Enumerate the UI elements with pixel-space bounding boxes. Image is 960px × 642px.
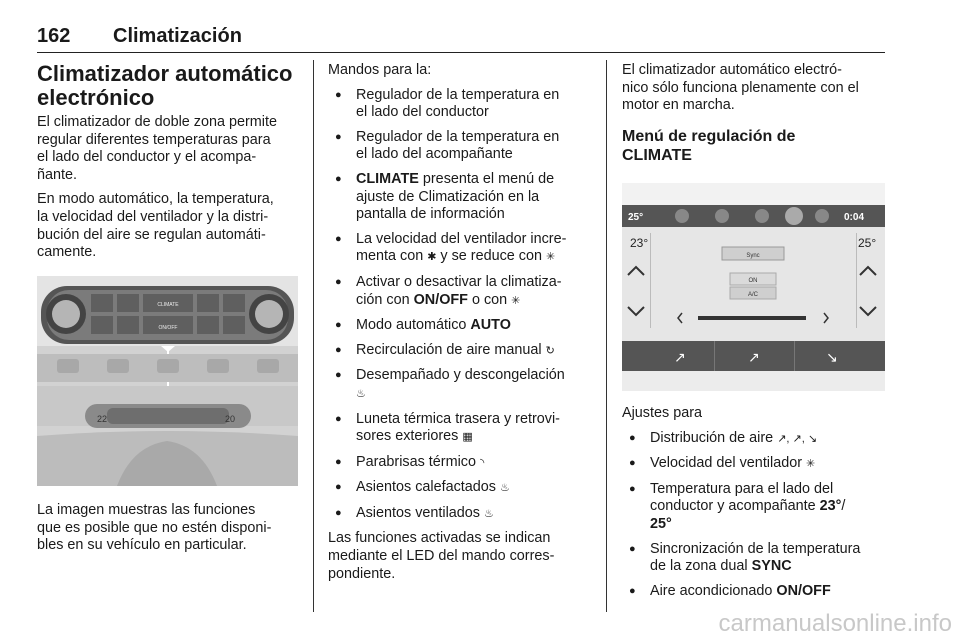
list-item: ● Aire acondicionado ON/OFF xyxy=(622,583,888,601)
climate-label: CLIMATE xyxy=(157,302,179,308)
list-item: ● CLIMATE presenta el menú de ajuste de Climatización en la pantalla de información xyxy=(328,171,600,224)
ac-button[interactable]: A/C xyxy=(747,292,759,298)
controls-intro: Mandos para la: xyxy=(328,62,432,78)
heated-seat-icon: ♨ xyxy=(500,482,510,495)
defrost-max-icon: ♨ xyxy=(356,387,366,400)
column-divider xyxy=(606,60,607,612)
fan-up-icon: ✱ xyxy=(427,251,437,264)
paragraph-auto-mode: En modo automático, la temperatura, la velocidad del ventilador y la distri- bución del aire se regulan automáti- camente. xyxy=(37,191,274,261)
list-item: ● Recirculación de aire manual ↻ xyxy=(328,342,600,361)
list-item: ● Activar o desactivar la climatiza- ción con ON/OFF o con ✳ xyxy=(328,274,600,310)
list-item: ● Regulador de la temperatura en el lado del acompañante xyxy=(328,129,600,164)
controls-list xyxy=(328,87,600,524)
controls-outro: Las funciones activadas se indican mediante el LED del mando corres- pondiente. xyxy=(328,530,555,582)
page-header xyxy=(37,22,885,53)
sync-button[interactable]: Sync xyxy=(746,253,760,259)
ventilated-seat-icon: ♨ xyxy=(484,507,494,520)
fan-icon: ✳ xyxy=(806,458,816,471)
column-divider xyxy=(313,60,314,612)
photo-right-temp: 20 xyxy=(225,414,236,424)
engine-note: El climatizador automático electró- nico sólo funciona plenamente con el motor en marcha. xyxy=(622,62,859,114)
climate-menu-heading: Menú de regulación de CLIMATE xyxy=(622,127,796,164)
list-item: ● Desempañado y descongelación ♨ xyxy=(328,367,600,403)
control-panel-photo xyxy=(37,276,298,486)
outside-temp: 25° xyxy=(628,212,644,223)
photo-left-temp: 22 xyxy=(97,414,108,424)
settings-list xyxy=(622,430,888,601)
air-distribution-icon: ↗, ↗, ↘ xyxy=(777,432,818,445)
list-item: ● Distribución de aire ↗, ↗, ↘ xyxy=(622,430,888,449)
on-button[interactable]: ON xyxy=(748,278,758,284)
screen-left-temp: 23° xyxy=(630,236,649,250)
list-item: ● Temperatura para el lado del conductor y acompañante 23°/ 25° xyxy=(622,481,888,534)
list-item: ● Sincronización de la temperatura de la zona dual SYNC xyxy=(622,541,888,576)
list-item: ● Modo automático AUTO xyxy=(328,317,600,335)
list-item: ● Asientos ventilados ♨ xyxy=(328,505,600,524)
svg-text:↘: ↘ xyxy=(826,350,838,366)
svg-text:↗: ↗ xyxy=(674,350,686,366)
list-item: ● La velocidad del ventilador incre- menta con ✱ y se reduce con ✳ xyxy=(328,231,600,267)
fan-down-icon: ✳ xyxy=(546,251,556,264)
list-item: ● Velocidad del ventilador ✳ xyxy=(622,455,888,474)
fan-off-icon: ✳ xyxy=(511,294,521,307)
heated-windscreen-icon: ◝ xyxy=(479,456,485,469)
watermark: carmanualsonline.info xyxy=(718,610,952,637)
settings-block xyxy=(622,405,888,607)
photo-caption: La imagen muestras las funciones que es posible que no estén disponi- bles en su vehículo en particular. xyxy=(37,502,272,554)
svg-text:↗: ↗ xyxy=(748,350,760,366)
list-item: ● Luneta térmica trasera y retrovi- sores exteriores ▦ xyxy=(328,411,600,447)
clock: 0:04 xyxy=(844,212,865,223)
column-2 xyxy=(328,62,600,590)
recirculation-icon: ↻ xyxy=(545,344,555,357)
paragraph-intro: El climatizador de doble zona permite regular diferentes temperaturas para el lado del conductor y el acompa- ñante. xyxy=(37,114,277,183)
list-item: ● Regulador de la temperatura en el lado del conductor xyxy=(328,87,600,122)
climate-menu-screen xyxy=(622,183,885,391)
chapter-title: Climatización xyxy=(113,25,242,47)
list-item: ● Asientos calefactados ♨ xyxy=(328,479,600,498)
rear-defrost-icon: ▦ xyxy=(462,431,473,444)
onoff-label: ON/OFF xyxy=(158,325,178,331)
list-item: ● Parabrisas térmico ◝ xyxy=(328,454,600,473)
page-number: 162 xyxy=(37,25,71,47)
screen-right-temp: 25° xyxy=(858,236,877,250)
section-title: Climatizador automático electrónico xyxy=(37,61,293,110)
settings-intro: Ajustes para xyxy=(622,405,702,421)
